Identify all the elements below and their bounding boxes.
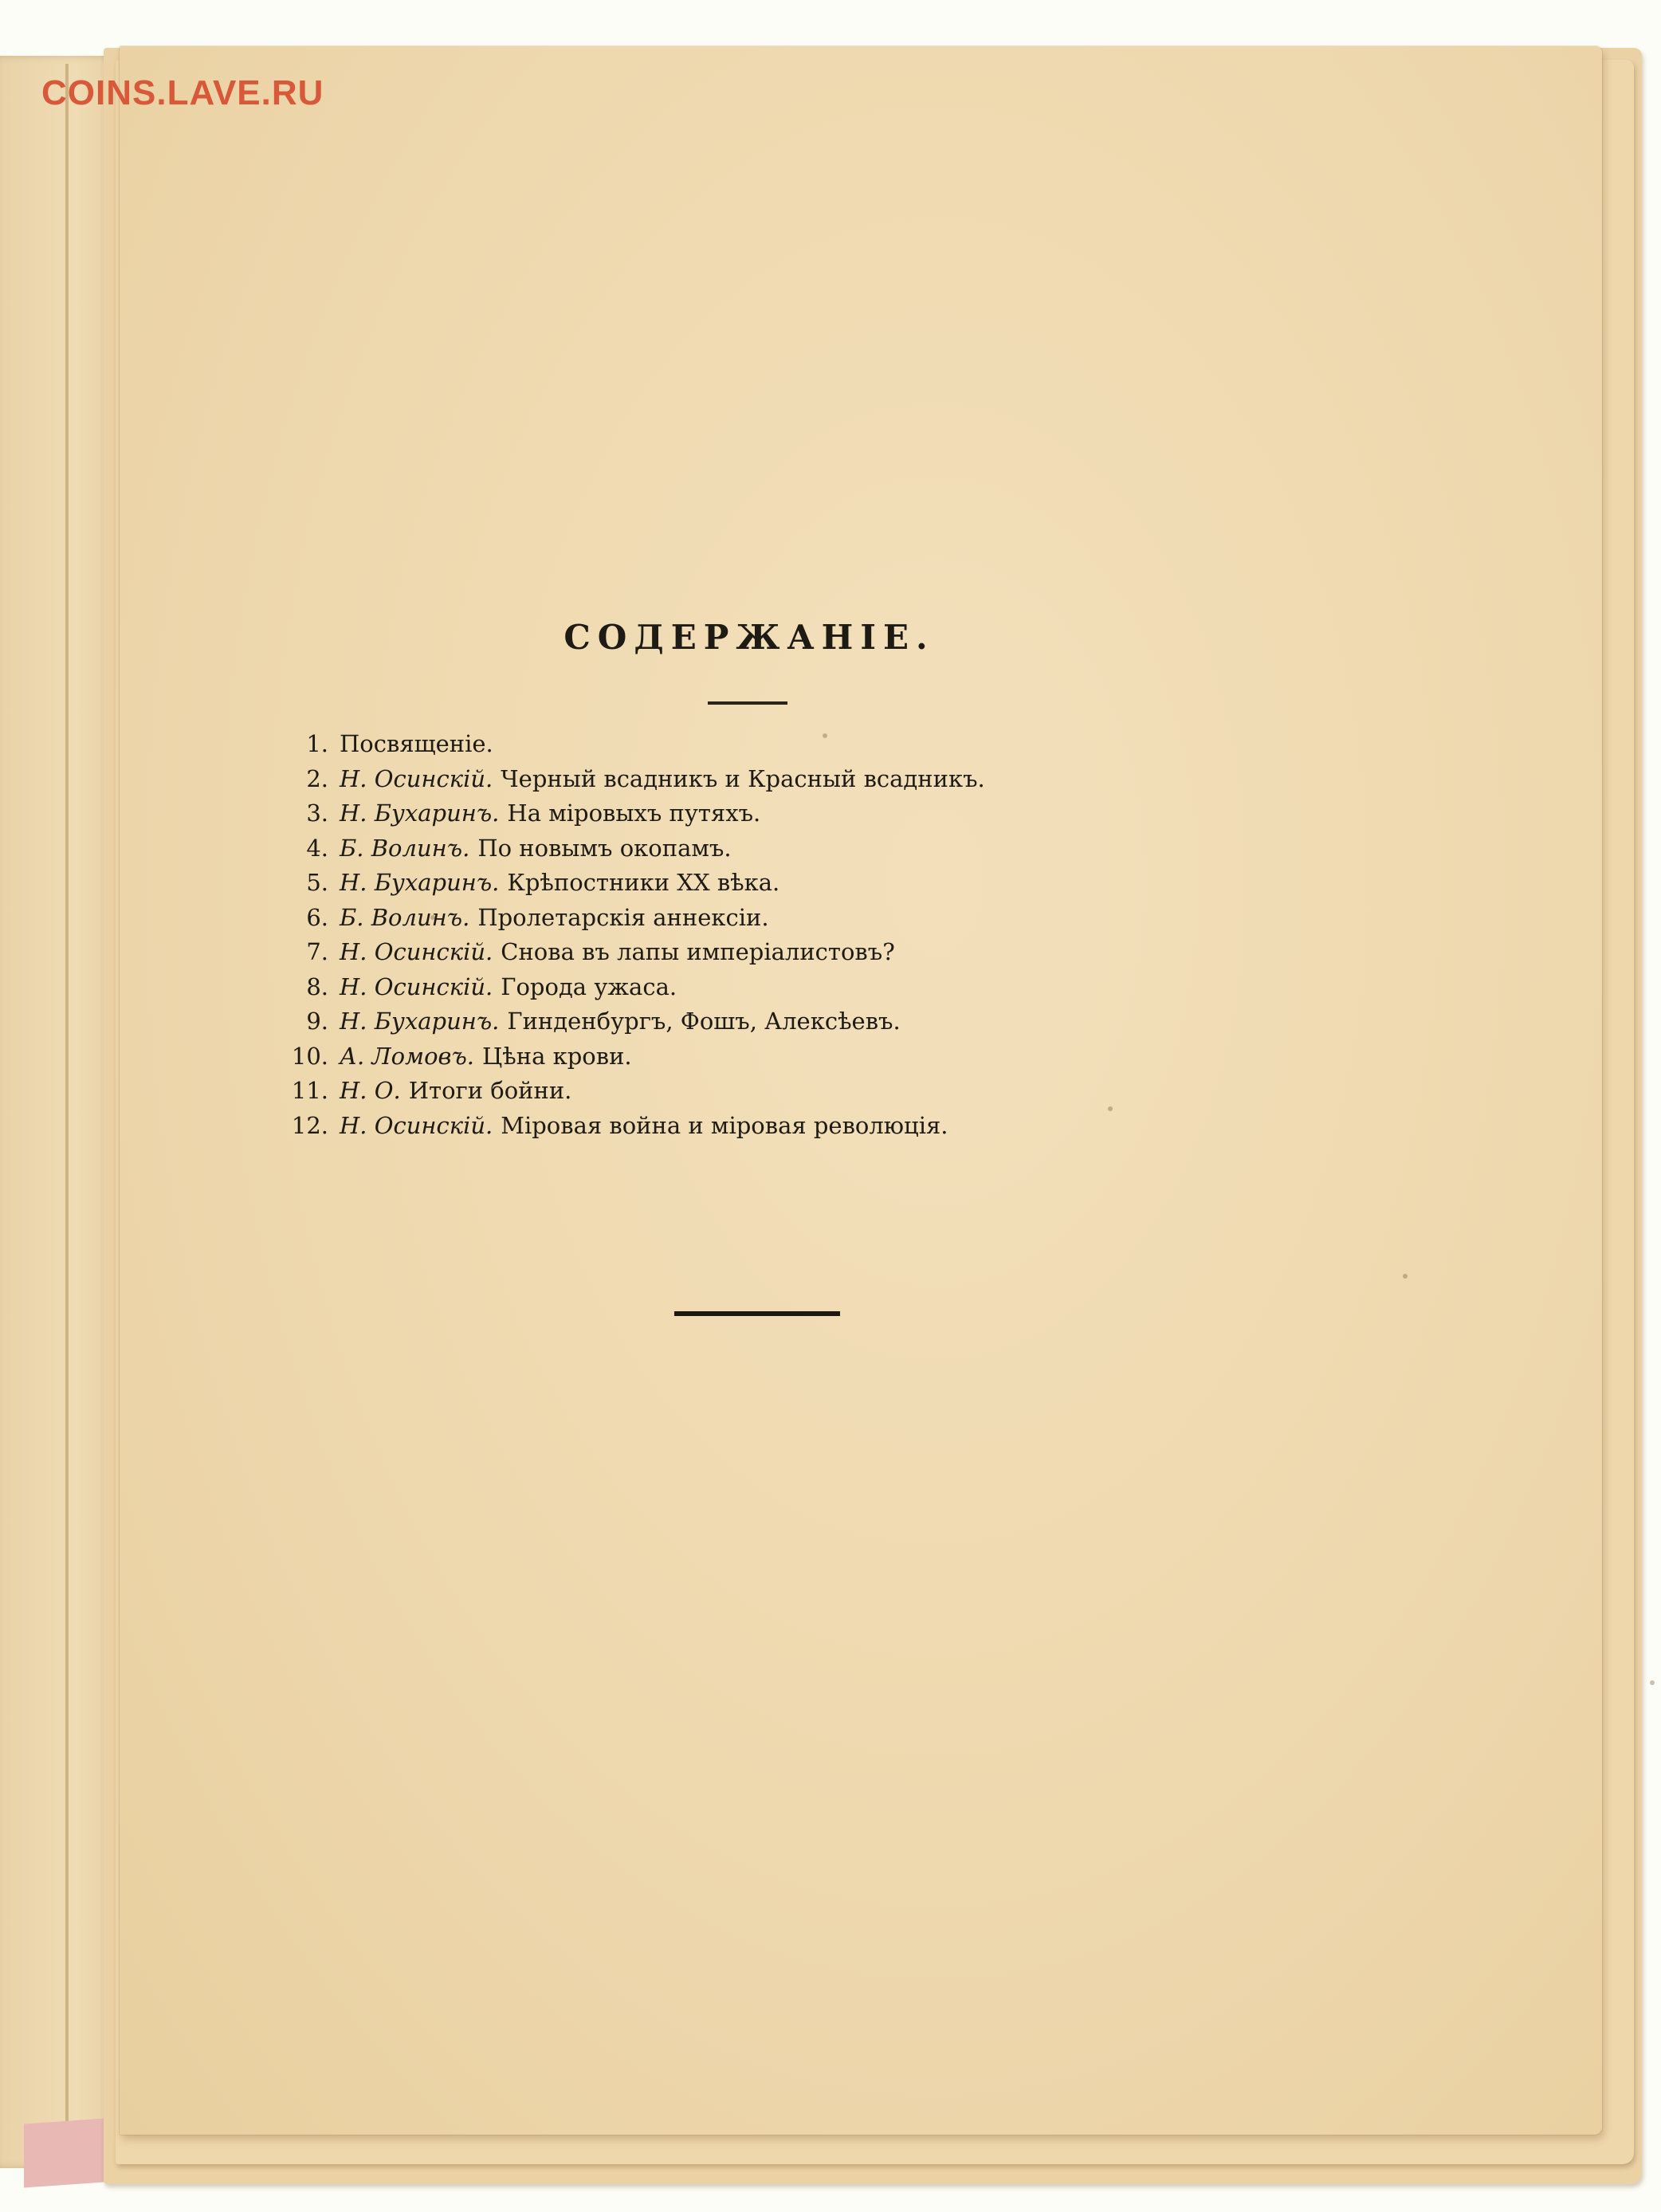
toc-entry-title: Цѣна крови. [482, 1042, 632, 1070]
toc-entry-author: Н. Осинскій. [340, 1111, 493, 1139]
paper-speck [1403, 1274, 1408, 1279]
paper-speck [1108, 1106, 1113, 1111]
toc-entry [271, 1074, 985, 1109]
toc-entry-number: 5. [306, 869, 328, 896]
toc-entry-title: По новымъ окопамъ. [477, 834, 732, 862]
toc-entry-title: Міровая война и міровая революція. [501, 1111, 948, 1139]
toc-entry-author: Н. Осинскій. [340, 764, 493, 792]
toc-entry-number: 12. [291, 1111, 328, 1139]
toc-entry-title: Итоги бойни. [408, 1077, 572, 1104]
toc-entry-author: Б. Волинъ. [340, 834, 470, 862]
toc-entry [271, 1109, 985, 1144]
toc-entry-author: Н. Осинскій. [340, 972, 493, 1000]
watermark-text: COINS.LAVE.RU [41, 73, 324, 112]
toc-entry-author: А. Ломовъ. [340, 1042, 474, 1070]
toc-entry-title: Крѣпостники XX вѣка. [507, 869, 780, 896]
toc-entry-author: Н. Бухаринъ. [340, 800, 500, 827]
toc-entry [271, 935, 985, 970]
toc-entry [271, 866, 985, 901]
toc-entry [271, 970, 985, 1005]
toc-entry-title: Города ужаса. [501, 972, 677, 1000]
toc-entry [271, 762, 985, 797]
toc-entry-number: 8. [306, 972, 328, 1000]
toc-entry-author: Н. О. [340, 1077, 401, 1104]
bottom-divider [674, 1311, 840, 1316]
toc-entry [271, 796, 985, 831]
toc-entry [271, 1039, 985, 1075]
toc-entry-number: 1. [306, 730, 328, 757]
toc-entry-author: Н. Осинскій. [340, 938, 493, 965]
toc-entry-number: 7. [306, 938, 328, 965]
toc-entry-number: 10. [291, 1042, 328, 1070]
toc-entry-author: Н. Бухаринъ. [340, 869, 500, 896]
toc-entry-number: 4. [306, 834, 328, 862]
toc-entry [271, 831, 985, 866]
toc-entry-title: На міровыхъ путяхъ. [507, 800, 761, 827]
toc-entry-number: 9. [306, 1008, 328, 1035]
toc-entry-author: Б. Волинъ. [340, 903, 470, 931]
paper-speck [1650, 1680, 1655, 1685]
toc-entry-title: Пролетарскія аннексіи. [477, 903, 769, 931]
toc-entry-number: 2. [306, 764, 328, 792]
table-of-contents [271, 727, 985, 1143]
toc-entry-number: 3. [306, 800, 328, 827]
toc-entry-title: Посвященіе. [340, 730, 493, 757]
toc-entry-number: 11. [291, 1077, 328, 1104]
toc-entry-title: Снова въ лапы имперіалистовъ? [501, 938, 895, 965]
toc-entry-title: Черный всадникъ и Красный всадникъ. [501, 764, 985, 792]
toc-entry [271, 727, 985, 762]
toc-entry-title: Гинденбургъ, Фошъ, Алексѣевъ. [507, 1008, 901, 1035]
title-divider [708, 701, 787, 705]
spine-fold [65, 64, 69, 2168]
toc-entry-number: 6. [306, 903, 328, 931]
toc-entry [271, 901, 985, 936]
toc-entry [271, 1004, 985, 1039]
toc-entry-author: Н. Бухаринъ. [340, 1008, 500, 1035]
page-title: СОДЕРЖАНІЕ. [563, 618, 935, 657]
